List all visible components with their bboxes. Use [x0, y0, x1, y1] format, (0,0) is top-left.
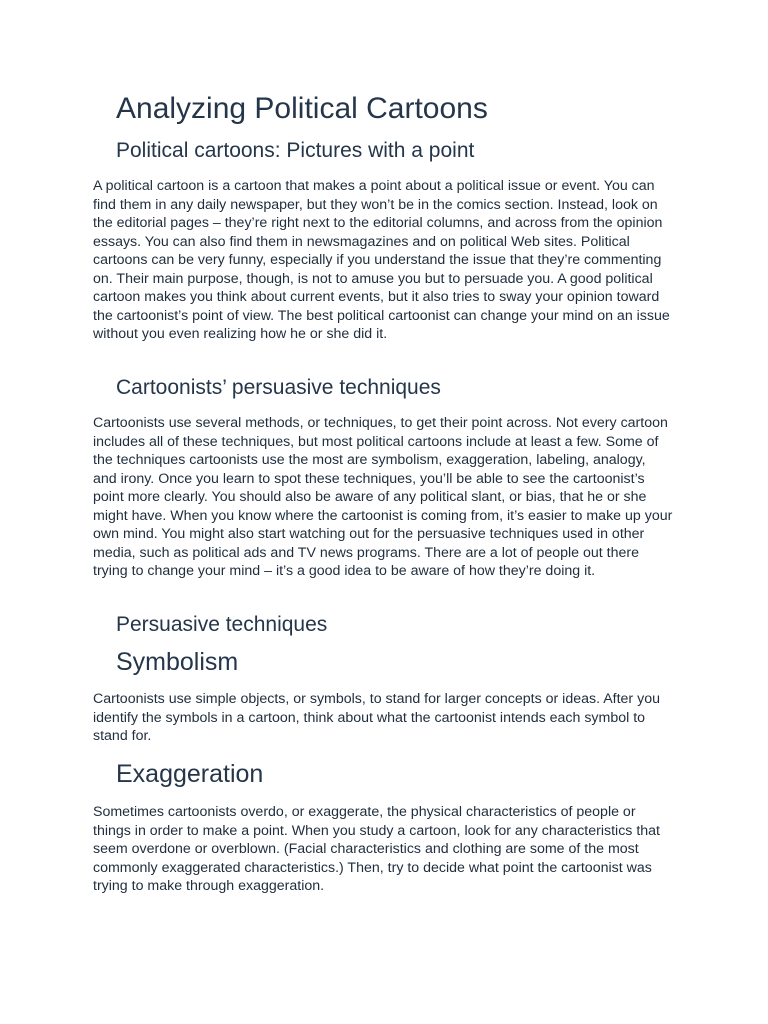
- section-heading-symbolism: Symbolism: [116, 648, 239, 676]
- document-title: Analyzing Political Cartoons: [116, 92, 488, 125]
- paragraph-persuasive-techniques-intro: Cartoonists use several methods, or techniques, to get their point across. Not every cartoon includes all of these techniques, but most political cartoons include at least a few. Some of the techniques cartoonists use the most are symbolism, exaggeration, labeling, analogy, and irony. Once you learn to spot these techniques, you’ll be able to see the cartoonist’s point more clearly. You should also be aware of any political slant, or bias, that he or she might have. When you know where the cartoonist is coming from, it’s easier to make up your own mind. You might also start watching out for the persuasive techniques used in other media, such as political ads and TV news programs. There are a lot of people out there trying to change your mind – it’s a good idea to be aware of how they’re doing it.: [93, 415, 673, 579]
- paragraph-exaggeration: Sometimes cartoonists overdo, or exaggerate, the physical characteristics of people or things in order to make a point. When you study a cartoon, look for any characteristics that seem overdone or overblown. (Facial characteristics and clothing are some of the most commonly exaggerated characteristics.) Then, try to decide what point the cartoonist was trying to make through exaggeration.: [93, 804, 661, 894]
- section-heading-exaggeration: Exaggeration: [116, 760, 264, 788]
- section-heading-persuasive-techniques-intro: Cartoonists’ persuasive techniques: [116, 376, 441, 399]
- paragraph-political-cartoons: A political cartoon is a cartoon that makes a point about a political issue or event. You can find them in any daily newspaper, but they won’t be in the comics section. Instead, look on the editorial pages – they’re right next to the editorial columns, and across from the opinion essays. You can also find them in newsmagazines and on political Web sites. Political cartoons can be very funny, especially if you understand the issue that they’re commenting on. Their main purpose, though, is not to amuse you but to persuade you. A good political cartoon makes you think about current events, but it also tries to sway your opinion toward the cartoonist’s point of view. The best political cartoonist can change your mind on an issue without you even realizing how he or she did it.: [93, 178, 670, 342]
- paragraph-symbolism: Cartoonists use simple objects, or symbols, to stand for larger concepts or ideas. After you identify the symbols in a cartoon, think about what the cartoonist intends each symbol to stand for.: [93, 691, 660, 744]
- section-heading-persuasive-techniques: Persuasive techniques: [116, 613, 328, 636]
- section-heading-political-cartoons: Political cartoons: Pictures with a point: [116, 139, 475, 162]
